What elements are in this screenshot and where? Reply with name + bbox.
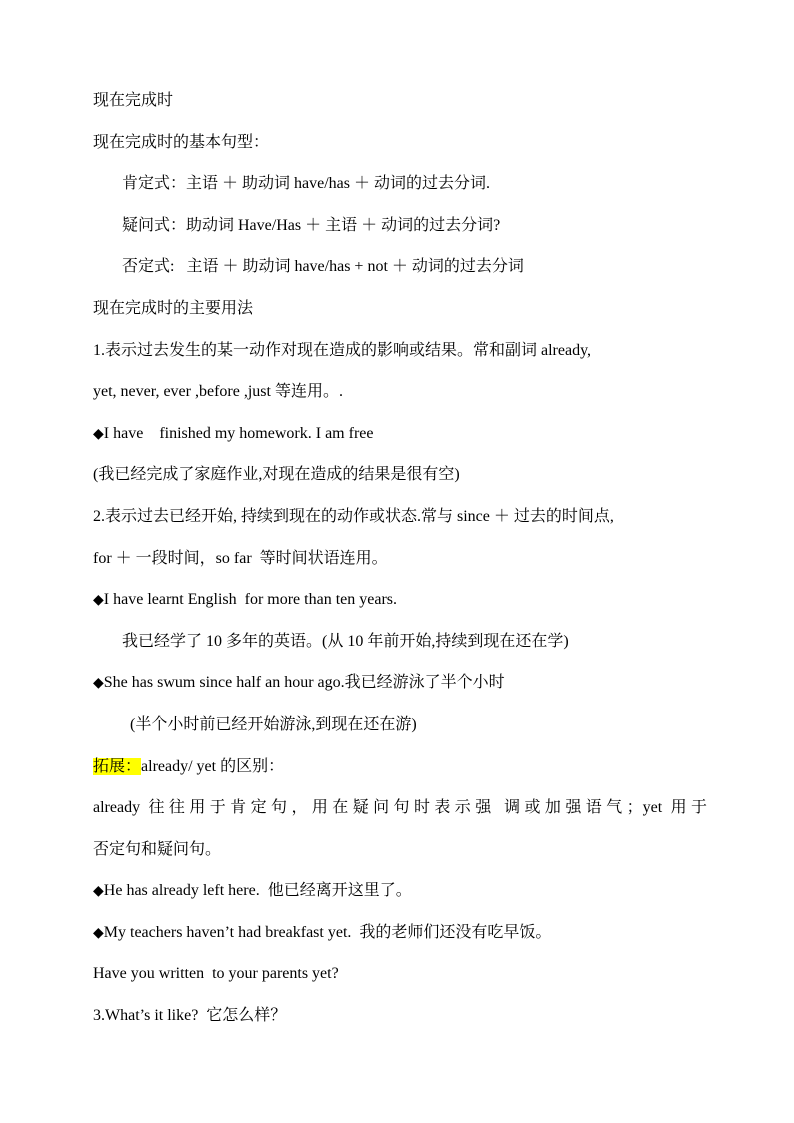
example-1 [93,413,707,455]
item-3: 3.What’s it like? 它怎么样？ [93,1007,287,1025]
negative-pattern: 否定式: 主语 ＋ 助动词 have/has + not ＋ 动词的过去分词 [122,258,524,276]
example-6: Have you written to your parents yet? [93,965,339,983]
example-2-note: 我已经学了 10 多年的英语。(从 10 年前开始,持续到现在还在学) [122,632,569,650]
doc-title: 现在完成时 [93,92,174,109]
usage2-line1: 2.表示过去已经开始, 持续到现在的动作或状态.常与 since ＋ 过去的时间点, [93,507,614,525]
diamond-bullet-icon: ◆ [93,883,104,900]
extension-label: 拓展： [93,757,142,775]
diamond-bullet-icon: ◆ [93,425,104,442]
example-4-text: He has already left here. 他已经离开这里了。 [103,882,412,900]
example-3-note: (半个小时前已经开始游泳,到现在还在游) [130,715,417,733]
usage1-line1: 1.表示过去发生的某一动作对现在造成的影响或结果。常和副词 already, [93,341,592,359]
document-page [93,80,707,1037]
example-3 [93,662,707,704]
basic-pattern-heading: 现在完成时的基本句型： [93,133,270,151]
usage-heading: 现在完成时的主要用法 [93,299,254,317]
example-3-text: She has swum since half an hour ago.我已经游泳了半个小时 [103,674,505,692]
example-2 [93,579,707,621]
affirmative-pattern: 肯定式：主语 ＋ 助动词 have/has ＋ 动词的过去分词. [122,175,490,193]
example-1-text: I have finished my homework. I am free [103,424,374,442]
diamond-bullet-icon: ◆ [93,675,104,692]
diamond-bullet-icon: ◆ [93,924,104,941]
example-4 [93,870,707,912]
usage1-line2: yet, never, ever ,before ,just 等连用。. [93,383,343,401]
extension-line1: already 往往用于肯定句，用在疑问句时表示强 调或加强语气；yet 用于 [93,799,707,817]
example-5-text: My teachers haven’t had breakfast yet. 我的老师们还没有吃早饭。 [103,923,552,941]
extension-heading [93,746,707,788]
example-2-text: I have learnt English for more than ten years. [103,591,398,609]
interrogative-pattern: 疑问式：助动词 Have/Has ＋ 主语 ＋ 动词的过去分词? [122,216,501,234]
example-1-note: (我已经完成了家庭作业,对现在造成的结果是很有空) [93,466,460,484]
extension-text: already/ yet 的区别： [141,757,285,775]
extension-line2: 否定句和疑问句。 [93,840,222,858]
diamond-bullet-icon: ◆ [93,592,104,609]
example-5 [93,912,707,954]
usage2-line2: for ＋ 一段时间，so far 等时间状语连用。 [93,549,388,567]
